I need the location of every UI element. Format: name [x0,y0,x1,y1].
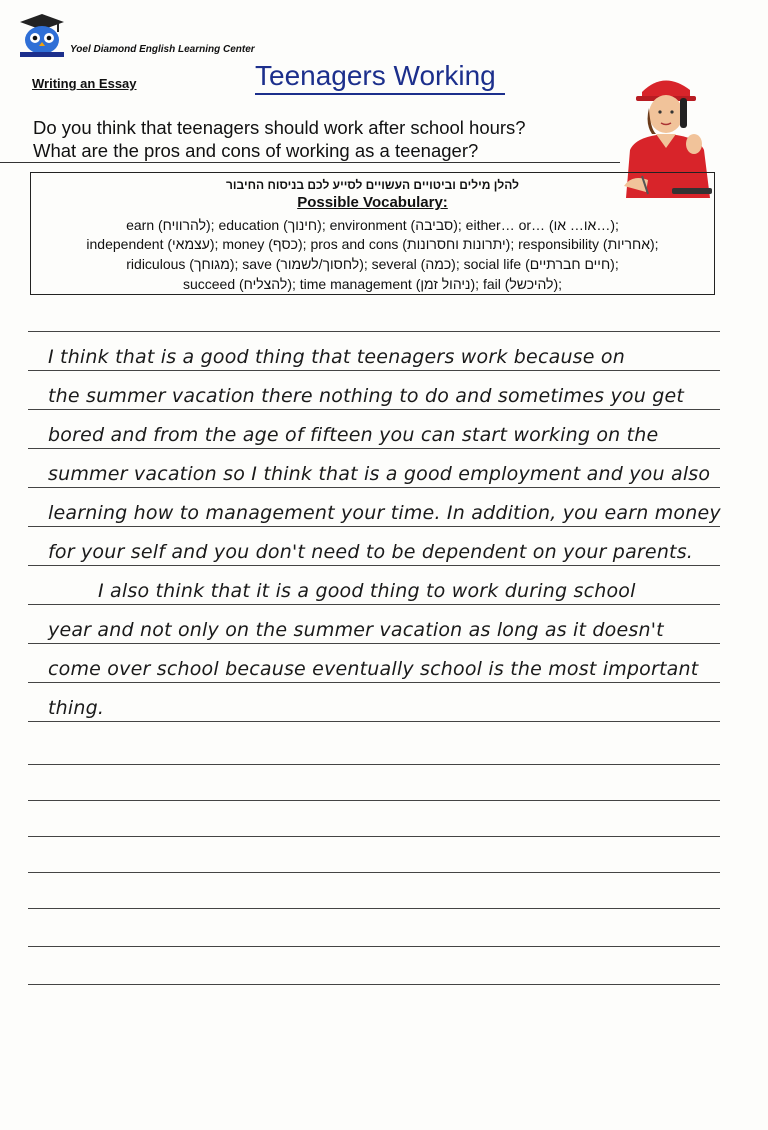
writing-line [28,836,720,837]
writing-line [28,872,720,873]
handwritten-essay [48,338,728,728]
prompt-question: What are the pros and cons of working as a teenager? [33,140,479,161]
essay-line: summer vacation so I think that is a good employment and you also [48,463,711,485]
essay-line: I also think that it is a good thing to work during school [98,580,636,602]
writing-line [28,764,720,765]
essay-line: year and not only on the summer vacation as long as it doesn't [48,619,664,641]
essay-line: learning how to management your time. In addition, you earn money [48,502,721,524]
essay-line: the summer vacation there nothing to do and sometimes you get [48,385,684,407]
worksheet-type: Writing an Essay [32,76,137,91]
vocabulary-line: independent (עצמאי); money (כסף); pros and cons (יתרונות וחסרונות); responsibility (אחריות); [86,236,659,252]
essay-line: I think that is a good thing that teenagers work because on [48,346,625,368]
vocabulary-heading: Possible Vocabulary: [297,194,448,211]
prompt-question: Do you think that teenagers should work after school hours? [33,117,526,138]
center-name: Yoel Diamond English Learning Center [70,44,255,55]
vocabulary-hebrew-intro: להלן מילים וביטויים העשויים לסייע לכם בניסוח החיבור [226,178,519,192]
worksheet-title: Teenagers Working [255,60,496,91]
essay-prompt [33,116,526,162]
writing-line [28,908,720,909]
essay-line: for your self and you don't need to be dependent on your parents. [48,541,694,563]
center-logo [16,12,68,58]
vocabulary-box [30,172,715,295]
owl-graduate-icon [16,12,68,58]
writing-line [28,984,720,985]
essay-line: bored and from the age of fifteen you can start working on the [48,424,659,446]
vocabulary-line: earn (להרוויח); education (חינוך); environment (סביבה); either… or… (או… או…); [126,217,619,233]
writing-line [28,800,720,801]
vocabulary-line: ridiculous (מגוחך); save (לחסוך/לשמור); several (כמה); social life (חיים חברתיים); [126,256,619,272]
essay-line: come over school because eventually school is the most important [48,658,699,680]
writing-line [28,331,720,332]
writing-line [28,946,720,947]
title-underline [255,93,505,95]
essay-line: thing. [48,697,105,719]
divider [0,162,620,163]
vocabulary-line: succeed (להצליח); time management (ניהול זמן); fail (להיכשל); [182,276,563,292]
